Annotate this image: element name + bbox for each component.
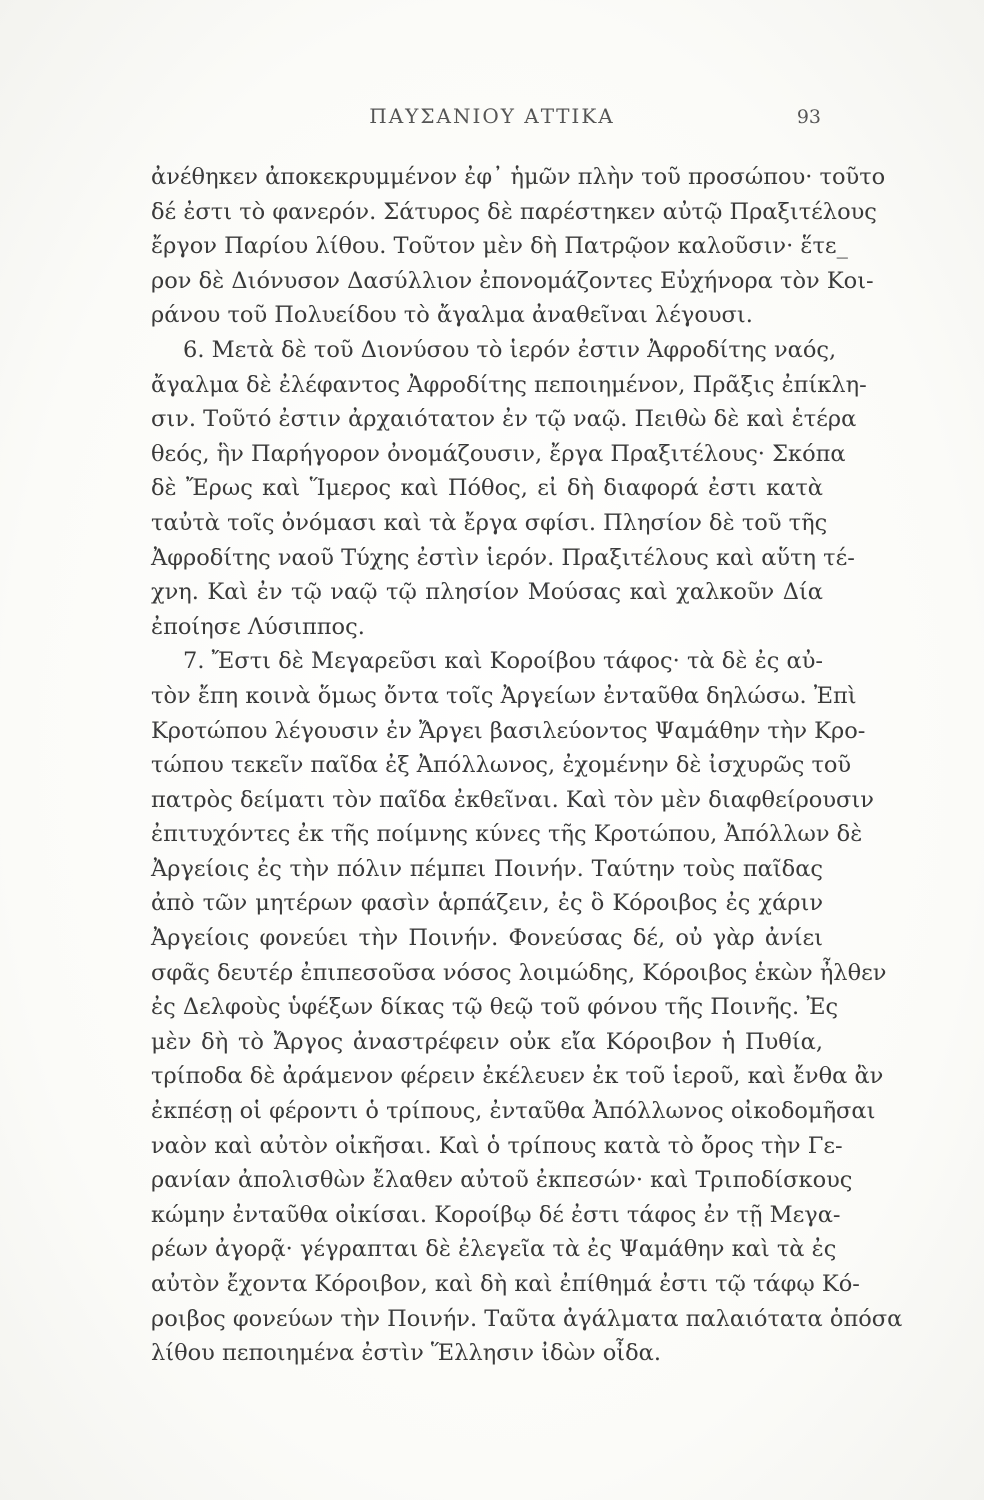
- text-line: Κροτώπου λέγουσιν ἐν Ἄργει βασιλεύοντος Ψαμάθην τὴν Κρο-: [151, 717, 866, 744]
- text-line: τρίποδα δὲ ἀράμενον φέρειν ἐκέλευεν ἐκ τοῦ ἱεροῦ, καὶ ἔνθα ἂν: [151, 1063, 884, 1090]
- text-line: λίθου πεποιημένα ἐστὶν Ἕλλησιν ἰδὼν οἶδα.: [151, 1340, 662, 1367]
- text-line: ἔργον Παρίου λίθου. Τοῦτον μὲν δὴ Πατρῷον καλοῦσιν· ἕτε_: [151, 233, 848, 260]
- text-line: ἐς Δελφοὺς ὑφέξων δίκας τῷ θεῷ τοῦ φόνου τῆς Ποινῆς. Ἐς: [151, 994, 839, 1021]
- text-line: ρον δὲ Διόνυσον Δασύλλιον ἐπονομάζοντες Εὐχήνορα τὸν Κοι-: [151, 267, 874, 294]
- text-line: ροιβος φονεύων τὴν Ποινήν. Ταῦτα ἀγάλματα παλαιότατα ὁπόσα: [151, 1305, 903, 1332]
- greek-text-body: [151, 160, 903, 1371]
- text-line: κώμην ἐνταῦθα οἰκίσαι. Κοροίβῳ δέ ἐστι τάφος ἐν τῇ Μεγα-: [151, 1201, 841, 1228]
- text-line: ναὸν καὶ αὐτὸν οἰκῆσαι. Καὶ ὁ τρίπους κατὰ τὸ ὄρος τὴν Γε-: [151, 1132, 843, 1159]
- text-line: ἐπιτυχόντες ἐκ τῆς ποίμνης κύνες τῆς Κροτώπου, Ἀπόλλων δὲ: [151, 821, 863, 848]
- page-number: 93: [796, 106, 821, 128]
- text-line: σφᾶς δευτέρ ἐπιπεσοῦσα νόσος λοιμώδης, Κόροιβος ἑκὼν ἦλθεν: [151, 959, 887, 986]
- text-line: ἄγαλμα δὲ ἐλέφαντος Ἀφροδίτης πεποιημένον, Πρᾶξις ἐπίκλη-: [151, 371, 867, 398]
- text-line: αὐτὸν ἔχοντα Κόροιβον, καὶ δὴ καὶ ἐπίθημά ἐστι τῷ τάφῳ Κό-: [151, 1271, 860, 1297]
- text-line: μὲν δὴ τὸ Ἄργος ἀναστρέφειν οὐκ εἴα Κόροιβον ἡ Πυθία,: [151, 1028, 823, 1055]
- running-head: [0, 104, 984, 138]
- text-line: ἐποίησε Λύσιππος.: [151, 613, 365, 640]
- text-line: ἀνέθηκεν ἀποκεκρυμμένον ἐφ᾽ ἡμῶν πλὴν τοῦ προσώπου· τοῦτο: [151, 164, 886, 190]
- text-line: δέ ἐστι τὸ φανερόν. Σάτυρος δὲ παρέστηκεν αὐτῷ Πραξιτέλους: [151, 198, 877, 225]
- text-line: ἐκπέσῃ οἱ φέροντι ὁ τρίπους, ἐνταῦθα Ἀπόλλωνος οἰκοδομῆσαι: [151, 1098, 876, 1125]
- text-line: ρέων ἀγορᾷ· γέγραπται δὲ ἐλεγεῖα τὰ ἐς Ψαμάθην καὶ τὰ ἐς: [151, 1236, 837, 1263]
- text-line: τώπου τεκεῖν παῖδα ἐξ Ἀπόλλωνος, ἐχομένην δὲ ἰσχυρῶς τοῦ: [151, 752, 852, 779]
- text-line: θεός, ἣν Παρήγορον ὀνομάζουσιν, ἔργα Πραξιτέλους· Σκόπα: [151, 440, 846, 467]
- paragraph-6-start: 6. Μετὰ δὲ τοῦ Διονύσου τὸ ἱερόν ἐστιν Ἀφροδίτης ναός,: [183, 336, 837, 363]
- text-line: σιν. Τοῦτό ἐστιν ἀρχαιότατον ἐν τῷ ναῷ. Πειθὼ δὲ καὶ ἑτέρα: [151, 406, 857, 433]
- text-line: ρανίαν ἀπολισθὼν ἔλαθεν αὐτοῦ ἐκπεσών· καὶ Τριποδίσκους: [151, 1167, 853, 1194]
- text-line: δὲ Ἔρως καὶ Ἵμερος καὶ Πόθος, εἰ δὴ διαφορά ἐστι κατὰ: [151, 475, 823, 502]
- text-line: ἀπὸ τῶν μητέρων φασὶν ἁρπάζειν, ἐς ὃ Κόροιβος ἐς χάριν: [151, 890, 823, 917]
- text-line: ράνου τοῦ Πολυείδου τὸ ἄγαλμα ἀναθεῖναι λέγουσι.: [151, 302, 753, 329]
- text-line: Ἀργείοις ἐς τὴν πόλιν πέμπει Ποινήν. Ταύτην τοὺς παῖδας: [151, 855, 823, 882]
- text-line: Ἀργείοις φονεύει τὴν Ποινήν. Φονεύσας δέ, οὐ γὰρ ἀνίει: [151, 925, 823, 952]
- running-title: ΠΑΥΣΑΝΙΟΥ ΑΤΤΙΚΑ: [369, 104, 615, 128]
- paragraph-7-start: 7. Ἔστι δὲ Μεγαρεῦσι καὶ Κοροίβου τάφος· τὰ δὲ ἐς αὐ-: [183, 648, 823, 675]
- text-line: Ἀφροδίτης ναοῦ Τύχης ἐστὶν ἱερόν. Πραξιτέλους καὶ αὕτη τέ-: [151, 544, 855, 571]
- text-line: πατρὸς δείματι τὸν παῖδα ἐκθεῖναι. Καὶ τὸν μὲν διαφθείρουσιν: [151, 786, 874, 813]
- text-line: χνη. Καὶ ἐν τῷ ναῷ τῷ πλησίον Μούσας καὶ χαλκοῦν Δία: [151, 579, 823, 606]
- text-line: τὸν ἔπη κοινὰ ὅμως ὄντα τοῖς Ἀργείων ἐνταῦθα δηλώσω. Ἐπὶ: [151, 682, 857, 709]
- text-line: ταὐτὰ τοῖς ὀνόμασι καὶ τὰ ἔργα σφίσι. Πλησίον δὲ τοῦ τῆς: [151, 509, 828, 536]
